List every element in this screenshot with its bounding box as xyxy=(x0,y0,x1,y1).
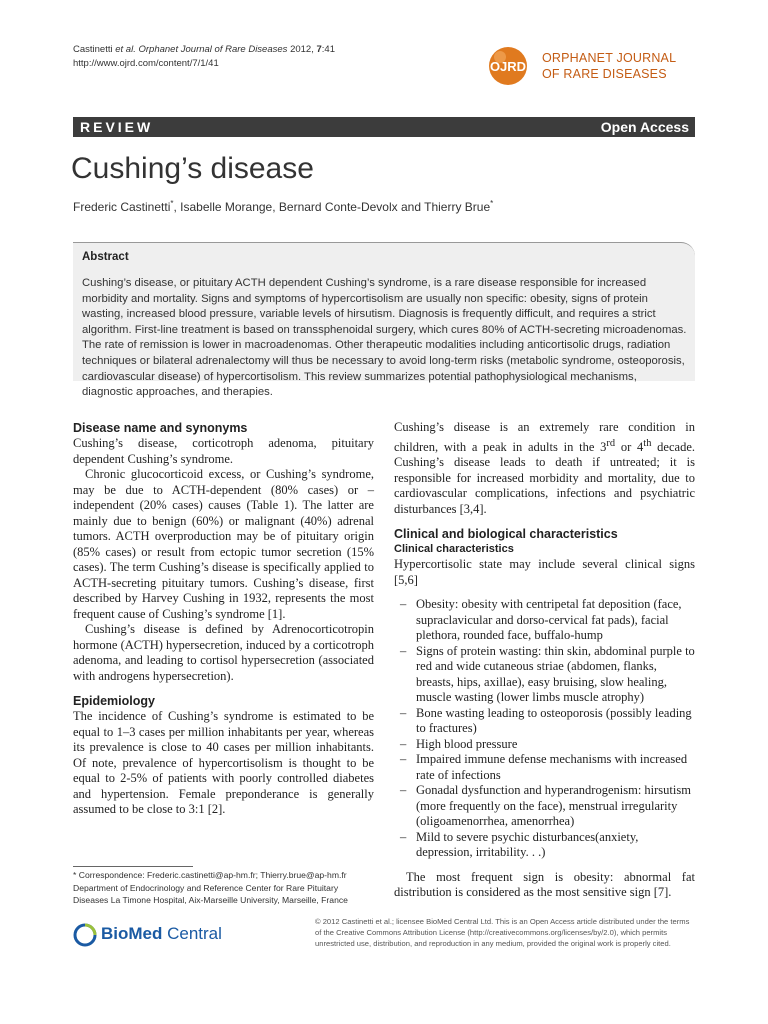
biomed-central-logo-icon xyxy=(73,922,97,948)
spacer xyxy=(73,684,374,693)
list-item: – Impaired immune defense mechanisms with increased rate of infections xyxy=(394,752,695,783)
logo-abbr: OJRD xyxy=(489,59,527,74)
spacer xyxy=(394,861,695,870)
publisher-logo xyxy=(73,918,253,952)
paragraph-glucocorticoid-excess: Chronic glucocorticoid excess, or Cushing’s syndrome, may be due to ACTH-dependent (80% cases) or –independent (20% cases) causes (Table 1). The latter are mainly due to benign (60%) or malignant (40%) adrenal tumors. ACTH overproduction may be of pituitary origin (85% cases) or result from ectopic tumor secretion (15% cases). The term Cushing’s disease is specifically applied to ACTH-secreting pituitary tumors. Cushing’s disease, first described by Harvey Cushing in 1932, represents the most frequent cause of Cushing’s syndrome [1]. xyxy=(73,467,374,621)
citation-line xyxy=(73,43,335,57)
article-url[interactable]: http://www.ojrd.com/content/7/1/41 xyxy=(73,58,219,69)
correspondence[interactable]: * Correspondence: Frederic.castinetti@ap-hm.fr; Thierry.brue@ap-hm.fr xyxy=(73,870,347,880)
citation-journal: Orphanet Journal of Rare Diseases xyxy=(138,44,288,55)
paragraph-obesity: The most frequent sign is obesity: abnormal fat distribution is considered as the most sensitive sign [7]. xyxy=(394,869,695,900)
article-title: Cushing’s disease xyxy=(71,152,314,185)
publisher-name: BioMed Central xyxy=(101,924,222,943)
logo-line-2: OF RARE DISEASES xyxy=(542,67,667,81)
right-column xyxy=(394,420,695,901)
list-item: – Obesity: obesity with centripetal fat deposition (face, supraclavicular and dorso-cervical fat pads), facial plethora, rounded face, buffalo-hump xyxy=(394,597,695,644)
affiliation: Department of Endocrinology and Reference Center for Rare Pituitary Diseases La Timone Hospital, Aix-Marseille University, Marseille, France xyxy=(73,882,348,905)
logo-line-1: ORPHANET JOURNAL xyxy=(542,51,677,65)
citation-etal: et al. xyxy=(115,44,136,55)
paragraph-synonyms: Cushing’s disease, corticotroph adenoma, pituitary dependent Cushing’s syndrome. xyxy=(73,436,374,466)
left-column xyxy=(73,420,374,818)
list-item: – Signs of protein wasting: thin skin, abdominal purple to red and wide cutaneous striae (abdomen, flanks, breasts, hips, axillae), easy bruising, slow healing, muscle wasting (lower limbs muscle atrophy) xyxy=(394,644,695,706)
paragraph-rarity: Cushing’s disease is an extremely rare condition in children, with a peak in adults in the 3rd or 4th decade. Cushing’s disease leads to death if untreated; it is responsible for increased morbidity and mortality, due to cardiovascular complications, infections and psychiatric disturbances [3,4]. xyxy=(394,420,695,516)
article-type-label: REVIEW xyxy=(80,119,154,135)
citation-year: 2012, xyxy=(290,44,314,55)
abstract-body: Cushing’s disease, or pituitary ACTH dependent Cushing’s syndrome, is a rare disease responsible for increased morbidity and mortality. Signs and symptoms of hypercortisolism are usually non specific: obesity, signs of protein wasting, increased blood pressure, variable levels of hirsutism. Diagnosis is frequently difficult, and requires a strict algorithm. First-line treatment is based on transsphenoidal surgery, which cures 80% of ACTH-secreting microadenomas. The rate of remission is lower in macroadenomas. Other therapeutic modalities including anticortisolic drugs, radiation techniques or bilateral adrenalectomy will thus be necessary to avoid long-term risks (metabolic syndrome, osteoporosis, cardiovascular disease) of hypercortisolism. This review summarizes potential pathophysiological mechanisms, diagnostic approaches, and therapies. xyxy=(82,277,687,399)
author: Bernard Conte-Devolx and xyxy=(278,200,425,214)
paragraph-definition: Cushing’s disease is defined by Adrenocorticotropin hormone (ACTH) hypersecretion, induced by a corticotroph adenoma, and leading to cortisol hypersecretion (associated with androgens hypersecretion). xyxy=(73,622,374,683)
spacer xyxy=(394,588,695,597)
license-text: © 2012 Castinetti et al.; licensee BioMed Central Ltd. This is an Open Access article distributed under the terms of the Creative Commons Attribution License (http://creativecommons.org/licenses/by/2.0), which permits unrestricted use, distribution, and reproduction in any medium, provided the original work is properly cited. xyxy=(315,917,690,948)
footnote-rule xyxy=(73,866,193,867)
article-type-bar xyxy=(73,117,695,137)
author: Frederic Castinetti*, xyxy=(73,199,181,214)
author: Isabelle Morange, xyxy=(180,200,279,214)
open-access-label: Open Access xyxy=(600,119,689,135)
subsection-heading-clinical: Clinical characteristics xyxy=(394,543,514,556)
section-heading-clinical: Clinical and biological characteristics xyxy=(394,527,618,542)
citation xyxy=(73,43,335,71)
paragraph-epidemiology: The incidence of Cushing’s syndrome is estimated to be equal to 1–3 cases per million inhabitants per year, whereas its prevalence is close to 40 cases per million inhabitants. Of note, prevalence of hypercortisolism is thought to be equal to 2-5% of patients with poorly controlled diabetes and hypertension. Female preponderance is generally assumed to be close to 3:1 [2]. xyxy=(73,709,374,816)
section-heading-epidemiology: Epidemiology xyxy=(73,694,155,708)
citation-volume: 7 xyxy=(316,44,322,55)
list-item: – Bone wasting leading to osteoporosis (possibly leading to fractures) xyxy=(394,706,695,737)
section-heading-disease-name: Disease name and synonyms xyxy=(73,421,248,435)
list-item: – Mild to severe psychic disturbances(anxiety, depression, irritability. . .) xyxy=(394,830,695,861)
journal-logo xyxy=(488,46,698,92)
citation-authors: Castinetti xyxy=(73,44,113,55)
paragraph-clinical-signs: Hypercortisolic state may include several clinical signs [5,6] xyxy=(394,557,695,587)
list-item: – Gonadal dysfunction and hyperandrogenism: hirsutism (more frequently on the face), menstrual irregularity (oligoamenorrhea, amenorrhea) xyxy=(394,783,695,830)
list-item: – High blood pressure xyxy=(394,737,695,753)
author: Thierry Brue* xyxy=(424,199,494,214)
ojrd-logo-icon xyxy=(488,46,540,86)
author-list xyxy=(73,199,493,214)
logo-text xyxy=(542,50,676,82)
abstract-heading: Abstract xyxy=(82,251,129,263)
spacer xyxy=(394,517,695,526)
footnote xyxy=(73,869,374,907)
citation-article: :41 xyxy=(321,44,335,55)
abstract-box xyxy=(73,242,695,399)
clinical-signs-list xyxy=(394,597,695,861)
